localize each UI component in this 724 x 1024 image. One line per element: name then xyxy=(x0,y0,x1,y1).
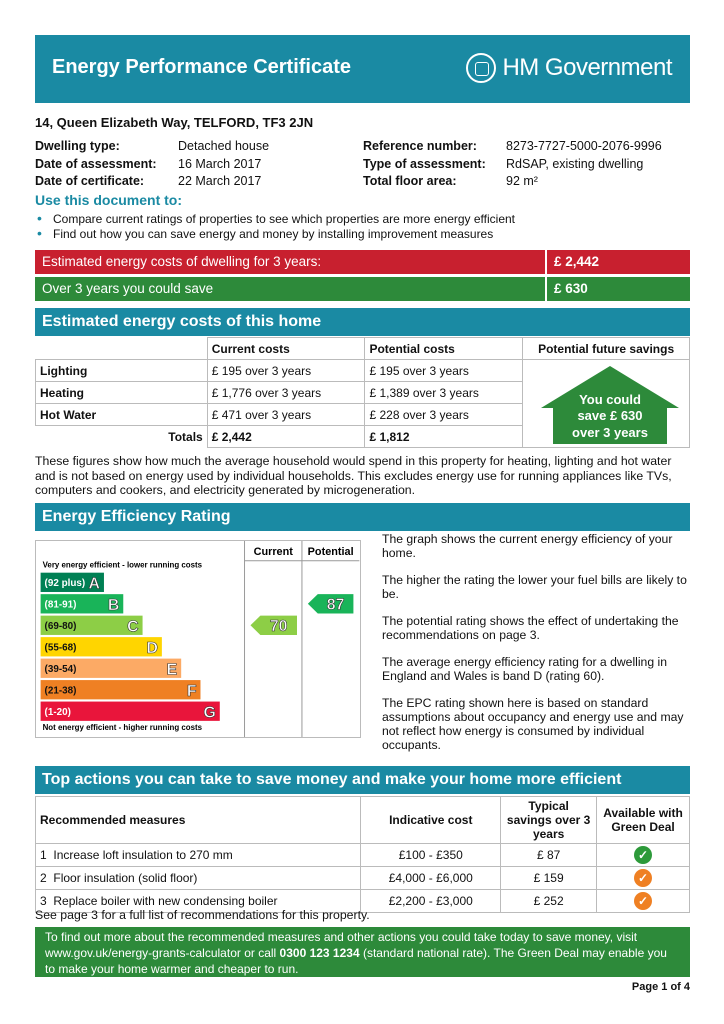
eer-top-note: Very energy efficient - lower running costs xyxy=(42,560,203,570)
save-line-3: over 3 years xyxy=(572,425,648,440)
col-typical-savings: Typical savings over 3 years xyxy=(501,797,597,844)
measure-text: Replace boiler with new condensing boiler xyxy=(53,894,278,908)
bullet-item: • Compare current ratings of properties to see which properties are more energy efficient xyxy=(35,212,515,227)
measure-cost: £4,000 - £6,000 xyxy=(361,867,501,890)
measure-saving: £ 87 xyxy=(501,844,597,867)
meta-key: Total floor area: xyxy=(363,174,457,188)
estimated-cost-bar xyxy=(35,250,690,274)
green-deal-cell xyxy=(597,890,690,913)
meta-value: 16 March 2017 xyxy=(178,156,262,171)
check-icon: ✓ xyxy=(634,892,652,910)
bullet-item: • Find out how you can save energy and money by installing improvement measures xyxy=(35,227,515,242)
check-icon: ✓ xyxy=(634,846,652,864)
green-deal-cell xyxy=(597,844,690,867)
hm-government-logo xyxy=(466,53,672,83)
current-rating-value: 70 xyxy=(269,617,288,635)
document-title: Energy Performance Certificate xyxy=(52,56,352,78)
energy-rating-chart xyxy=(35,540,361,738)
totals-label: Totals xyxy=(36,426,208,448)
meta-key: Dwelling type: xyxy=(35,139,120,153)
band-range: (1-20) xyxy=(44,706,71,718)
meta-key: Reference number: xyxy=(363,139,477,153)
header-banner xyxy=(35,35,690,103)
table-row xyxy=(36,867,690,890)
eer-col-potential: Potential xyxy=(307,545,354,558)
savings-bar xyxy=(35,277,690,301)
meta-value: 22 March 2017 xyxy=(178,174,262,188)
band-letter: E xyxy=(166,661,178,679)
eer-text: The EPC rating shown here is based on standard assumptions about occupancy and energy use and may not reflect how energy is consumed by individual occupants. xyxy=(382,696,684,752)
measure-cell xyxy=(36,867,361,890)
eer-text: The average energy efficiency rating for a dwelling in England and Wales is band D (rating 60). xyxy=(382,655,667,683)
band-range: (69-80) xyxy=(44,621,77,633)
eer-text: The potential rating shows the effect of undertaking the recommendations on page 3. xyxy=(382,614,679,642)
band-letter: B xyxy=(107,596,120,614)
table-row xyxy=(36,844,690,867)
band-range: (81-91) xyxy=(44,599,77,611)
estimated-cost-label: Estimated energy costs of dwelling for 3 years: xyxy=(42,254,322,269)
measure-cost: £2,200 - £3,000 xyxy=(361,890,501,913)
band-range: (21-38) xyxy=(44,685,77,697)
eer-bottom-note: Not energy efficient - higher running costs xyxy=(42,723,203,733)
use-heading: Use this document to: xyxy=(35,192,183,208)
info-text-b: (standard national rate). The Green Deal may enable you to make your home warmer and cheaper to run. xyxy=(45,946,667,976)
col-indicative-cost: Indicative cost xyxy=(361,797,501,844)
hm-government-text: HM Government xyxy=(502,54,672,81)
royal-crest-icon xyxy=(466,53,496,83)
row-current: £ 1,776 over 3 years xyxy=(207,382,365,404)
meta-value: 8273-7727-5000-2076-9996 xyxy=(506,139,662,153)
band-range: (55-68) xyxy=(44,642,77,654)
check-icon: ✓ xyxy=(634,869,652,887)
col-potential-costs: Potential costs xyxy=(365,338,523,360)
col-measures: Recommended measures xyxy=(36,797,361,844)
row-label: Lighting xyxy=(36,360,208,382)
measure-number: 1 xyxy=(40,848,47,862)
row-current: £ 471 over 3 years xyxy=(207,404,365,426)
meta-value: 92 m² xyxy=(506,174,538,188)
band-letter: G xyxy=(203,704,216,722)
row-current: £ 195 over 3 years xyxy=(207,360,365,382)
totals-potential: £ 1,812 xyxy=(365,426,523,448)
band-range: (39-54) xyxy=(44,663,77,675)
info-text-a: To find out more about the recommended measures and other actions you could take today to save money, visit www.gov.uk/energy-grants-calculator or call xyxy=(45,930,638,960)
row-potential: £ 228 over 3 years xyxy=(365,404,523,426)
future-savings-house-icon xyxy=(541,366,679,444)
meta-key: Type of assessment: xyxy=(363,156,486,171)
page-number: Page 1 of 4 xyxy=(631,981,690,993)
band-range: (92 plus) xyxy=(44,578,86,590)
totals-current: £ 2,442 xyxy=(207,426,365,448)
costs-section-heading: Estimated energy costs of this home xyxy=(35,308,690,336)
save-line-1: You could xyxy=(579,392,641,407)
meta-value: Detached house xyxy=(178,139,270,153)
estimated-cost-value: £ 2,442 xyxy=(545,250,690,274)
meta-left xyxy=(35,138,269,191)
actions-table xyxy=(35,796,690,913)
measure-number: 2 xyxy=(40,871,47,885)
potential-rating-value: 87 xyxy=(326,596,345,614)
measure-saving: £ 159 xyxy=(501,867,597,890)
property-address: 14, Queen Elizabeth Way, TELFORD, TF3 2JN xyxy=(35,115,314,130)
use-bullets xyxy=(35,212,515,242)
band-letter: C xyxy=(127,618,139,636)
savings-value: £ 630 xyxy=(545,277,690,301)
eer-explanations xyxy=(382,532,692,765)
meta-key: Date of assessment: xyxy=(35,156,157,171)
save-line-2: save £ 630 xyxy=(577,408,643,423)
measure-saving: £ 252 xyxy=(501,890,597,913)
green-deal-info-box xyxy=(35,927,690,977)
row-label: Hot Water xyxy=(36,404,208,426)
phone-number: 0300 123 1234 xyxy=(279,946,360,960)
eer-col-current: Current xyxy=(253,545,293,558)
savings-label: Over 3 years you could save xyxy=(42,281,214,296)
eer-section-heading: Energy Efficiency Rating xyxy=(35,503,690,531)
measure-cell xyxy=(36,844,361,867)
col-current-costs: Current costs xyxy=(207,338,365,360)
meta-right xyxy=(363,138,662,191)
col-green-deal: Available with Green Deal xyxy=(597,797,690,844)
blank-header xyxy=(36,338,208,360)
eer-text: The graph shows the current energy efficiency of your home. xyxy=(382,532,673,560)
measure-text: Floor insulation (solid floor) xyxy=(53,871,198,885)
measure-text: Increase loft insulation to 270 mm xyxy=(53,848,233,862)
meta-value: RdSAP, existing dwelling xyxy=(506,156,644,171)
band-letter: F xyxy=(186,682,197,700)
measure-number: 3 xyxy=(40,894,47,908)
row-potential: £ 1,389 over 3 years xyxy=(365,382,523,404)
eer-text: The higher the rating the lower your fuel bills are likely to be. xyxy=(382,573,687,601)
band-letter: D xyxy=(146,639,158,657)
actions-section-heading: Top actions you can take to save money and make your home more efficient xyxy=(35,766,690,794)
green-deal-cell xyxy=(597,867,690,890)
measure-cost: £100 - £350 xyxy=(361,844,501,867)
see-page-note: See page 3 for a full list of recommendations for this property. xyxy=(35,908,370,922)
col-future-savings: Potential future savings xyxy=(523,338,690,360)
row-potential: £ 195 over 3 years xyxy=(365,360,523,382)
costs-explanation: These figures show how much the average household would spend in this property for heating, lighting and hot water and is not based on energy used by individual households. This excludes energy use for running appliances like TVs, computers and cookers, and electricity generated by microgeneration. xyxy=(35,454,672,498)
band-letter: A xyxy=(88,575,100,593)
row-label: Heating xyxy=(36,382,208,404)
meta-key: Date of certificate: xyxy=(35,174,145,188)
